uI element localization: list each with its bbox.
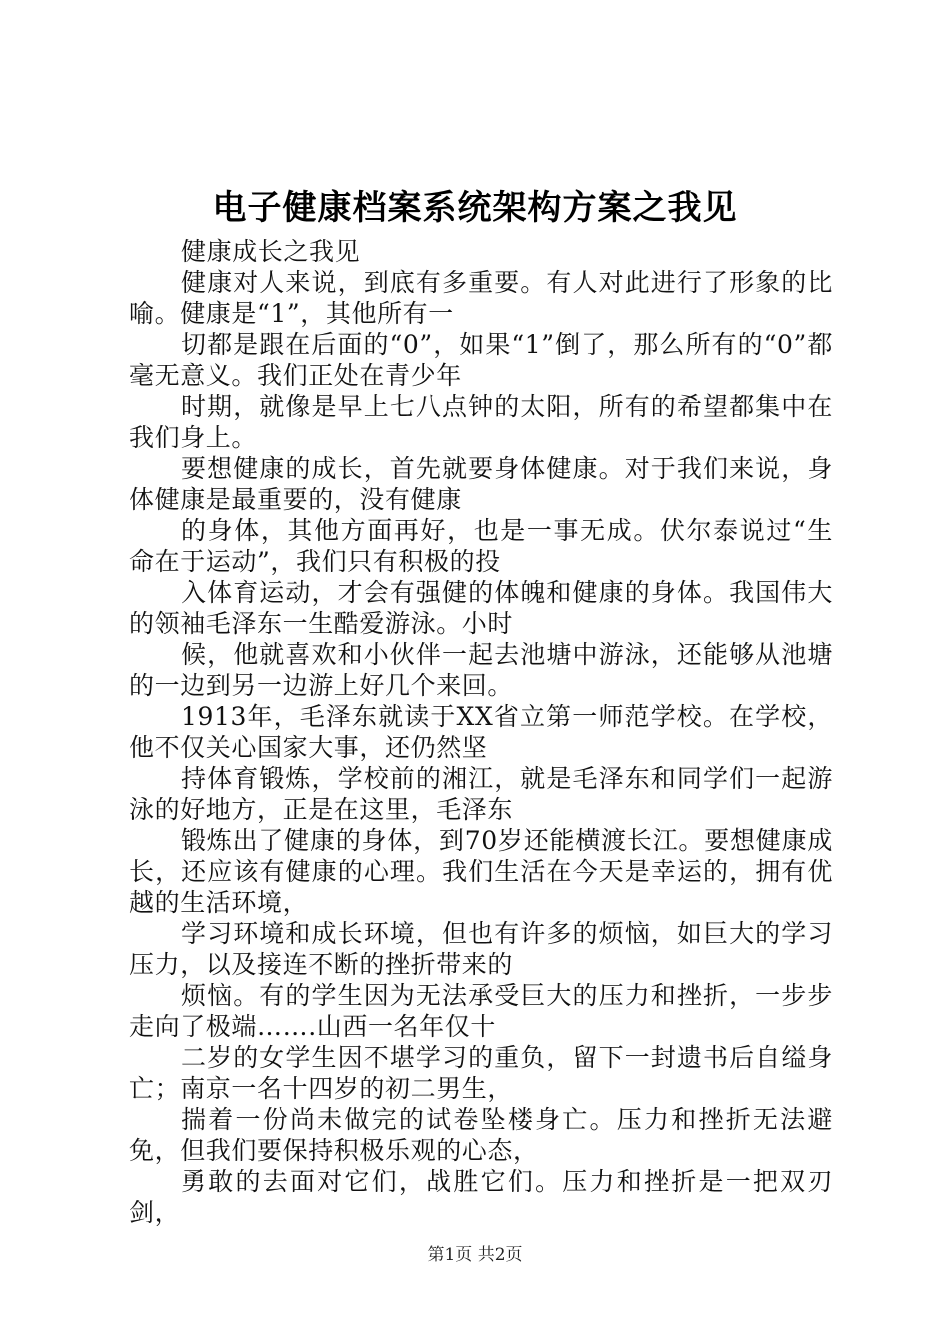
paragraph: 候，他就喜欢和小伙伴一起去池塘中游泳，还能够从池塘的一边到另一边游上好几个来回。 [129, 640, 833, 700]
document-body [129, 236, 833, 1228]
paragraph: 学习环境和成长环境，但也有许多的烦恼，如巨大的学习压力，以及接连不断的挫折带来的 [129, 919, 833, 979]
paragraph: 健康成长之我见 [181, 237, 361, 266]
paragraph: 持体育锻炼，学校前的湘江，就是毛泽东和同学们一起游泳的好地方，正是在这里，毛泽东 [129, 764, 833, 824]
page-footer: 第1页 共2页 [427, 1245, 523, 1265]
document-title: 电子健康档案系统架构方案之我见 [212, 188, 738, 228]
paragraph: 二岁的女学生因不堪学习的重负，留下一封遗书后自缢身亡；南京一名十四岁的初二男生， [129, 1043, 833, 1103]
paragraph: 锻炼出了健康的身体，到70岁还能横渡长江。要想健康成长，还应该有健康的心理。我们生活在今天是幸运的，拥有优越的生活环境， [129, 826, 833, 917]
paragraph: 要想健康的成长，首先就要身体健康。对于我们来说，身体健康是最重要的，没有健康 [129, 454, 833, 514]
paragraph: 勇敢的去面对它们，战胜它们。压力和挫折是一把双刃剑， [129, 1167, 833, 1227]
paragraph: 健康对人来说，到底有多重要。有人对此进行了形象的比喻。健康是“1”，其他所有一 [129, 268, 833, 328]
paragraph: 1913年，毛泽东就读于XX省立第一师范学校。在学校，他不仅关心国家大事，还仍然坚 [129, 702, 833, 762]
paragraph: 烦恼。有的学生因为无法承受巨大的压力和挫折，一步步走向了极端…….山西一名年仅十 [129, 981, 833, 1041]
paragraph: 时期，就像是早上七八点钟的太阳，所有的希望都集中在我们身上。 [129, 392, 833, 452]
paragraph: 揣着一份尚未做完的试卷坠楼身亡。压力和挫折无法避免，但我们要保持积极乐观的心态， [129, 1105, 833, 1165]
paragraph: 入体育运动，才会有强健的体魄和健康的身体。我国伟大的领袖毛泽东一生酷爱游泳。小时 [129, 578, 833, 638]
paragraph: 切都是跟在后面的“0”，如果“1”倒了，那么所有的“0”都毫无意义。我们正处在青少年 [129, 330, 833, 390]
paragraph: 的身体，其他方面再好，也是一事无成。伏尔泰说过“生命在于运动”，我们只有积极的投 [129, 516, 833, 576]
